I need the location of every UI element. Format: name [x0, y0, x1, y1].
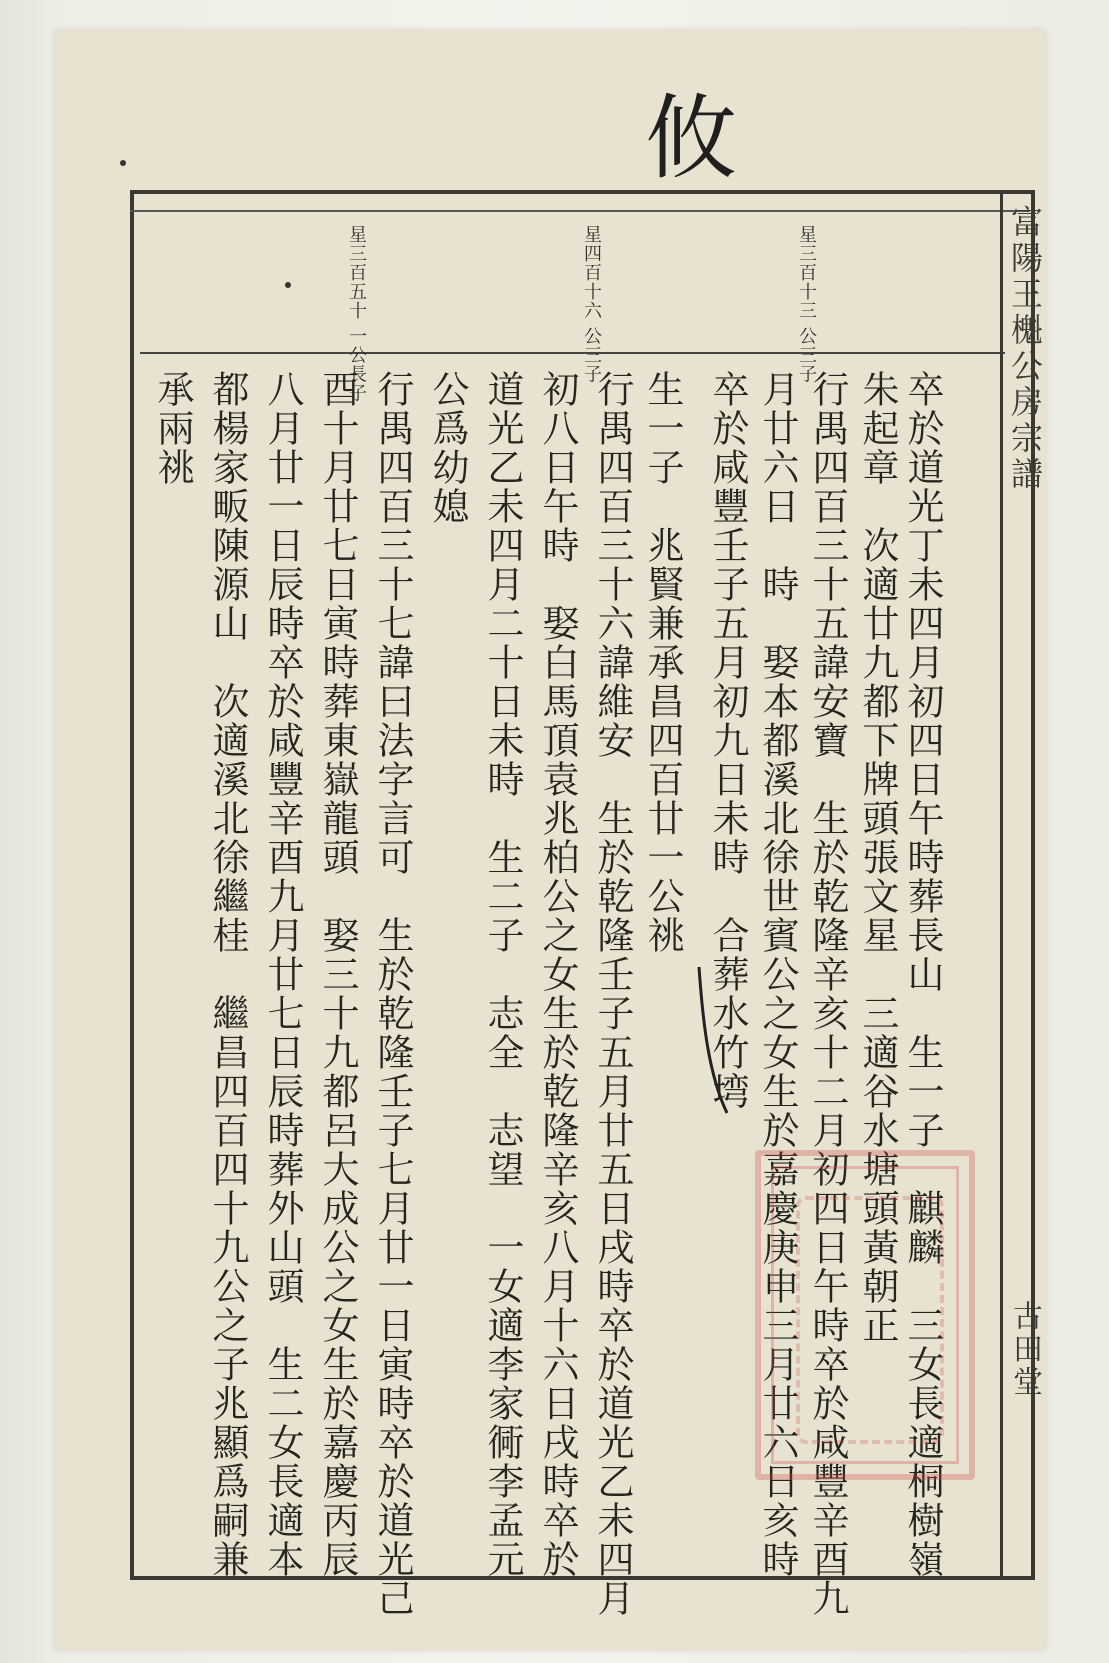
text-column: 行禺四百三十六諱維安 生於乾隆壬子五月廿五日戌時卒於道光乙未四月: [591, 370, 634, 1618]
text-column: 公爲幼媳: [426, 370, 469, 526]
text-column: 八月廿一日辰時卒於咸豐辛酉九月廿七日辰時葬外山頭 生二女長適本: [261, 370, 304, 1579]
text-column: 酉十月廿七日寅時葬東嶽龍頭 娶三十九都呂大成公之女生於嘉慶丙辰: [316, 370, 359, 1579]
generation-note: 星四百十六 公三子: [581, 225, 602, 384]
text-column: 都楊家畈陳源山 次適溪北徐繼桂 繼昌四百四十九公之子兆顯爲嗣兼: [206, 370, 249, 1579]
text-column: 卒於咸豐壬子五月初九日未時 合葬水竹塆: [706, 370, 749, 1111]
ink-annotation-stroke: [695, 965, 735, 1115]
seal-mark: [796, 1196, 944, 1444]
text-column: 卒於道光丁未四月初四日午時葬長山 生一子 麒麟 三女長適桐樹嶺: [901, 370, 944, 1579]
handwritten-mark: 攸: [645, 85, 732, 192]
text-column: 行禺四百三十七諱曰法字言可 生於乾隆壬子七月廿一日寅時卒於道光己: [371, 370, 414, 1618]
text-column: 生一子 兆賢兼承昌四百廿一公祧: [641, 370, 684, 955]
margin-title: 富陽王櫆公房宗譜: [1006, 205, 1044, 493]
text-column: 行禺四百三十五諱安寶 生於乾隆辛亥十二月初四日午時卒於咸豐辛酉九: [806, 370, 849, 1618]
text-column: 承兩祧: [151, 370, 194, 487]
text-column: 初八日午時 娶白馬頂袁兆柏公之女生於乾隆辛亥八月十六日戌時卒於: [536, 370, 579, 1579]
text-column: 月廿六日 時 娶本都溪北徐世賓公之女生於嘉慶庚申三月廿六日亥時: [756, 370, 799, 1579]
text-column: 朱起章 次適廿九都下牌頭張文星 三適谷水塘頭黃朝正: [856, 370, 899, 1345]
margin-page-label: 古田堂: [1007, 1300, 1042, 1399]
generation-note: 星三百五十 一公長子: [346, 225, 367, 403]
ink-dot: [285, 282, 291, 288]
text-column: 道光乙未四月二十日未時 生二子 志全 志望 一女適李家衕李孟元: [481, 370, 524, 1579]
header-rule-bottom: [140, 352, 1005, 354]
header-rule-top: [130, 210, 1030, 212]
generation-note: 星三百十三 公三子: [796, 225, 817, 384]
ink-dot: [120, 160, 126, 166]
collector-seal: [755, 1150, 975, 1480]
